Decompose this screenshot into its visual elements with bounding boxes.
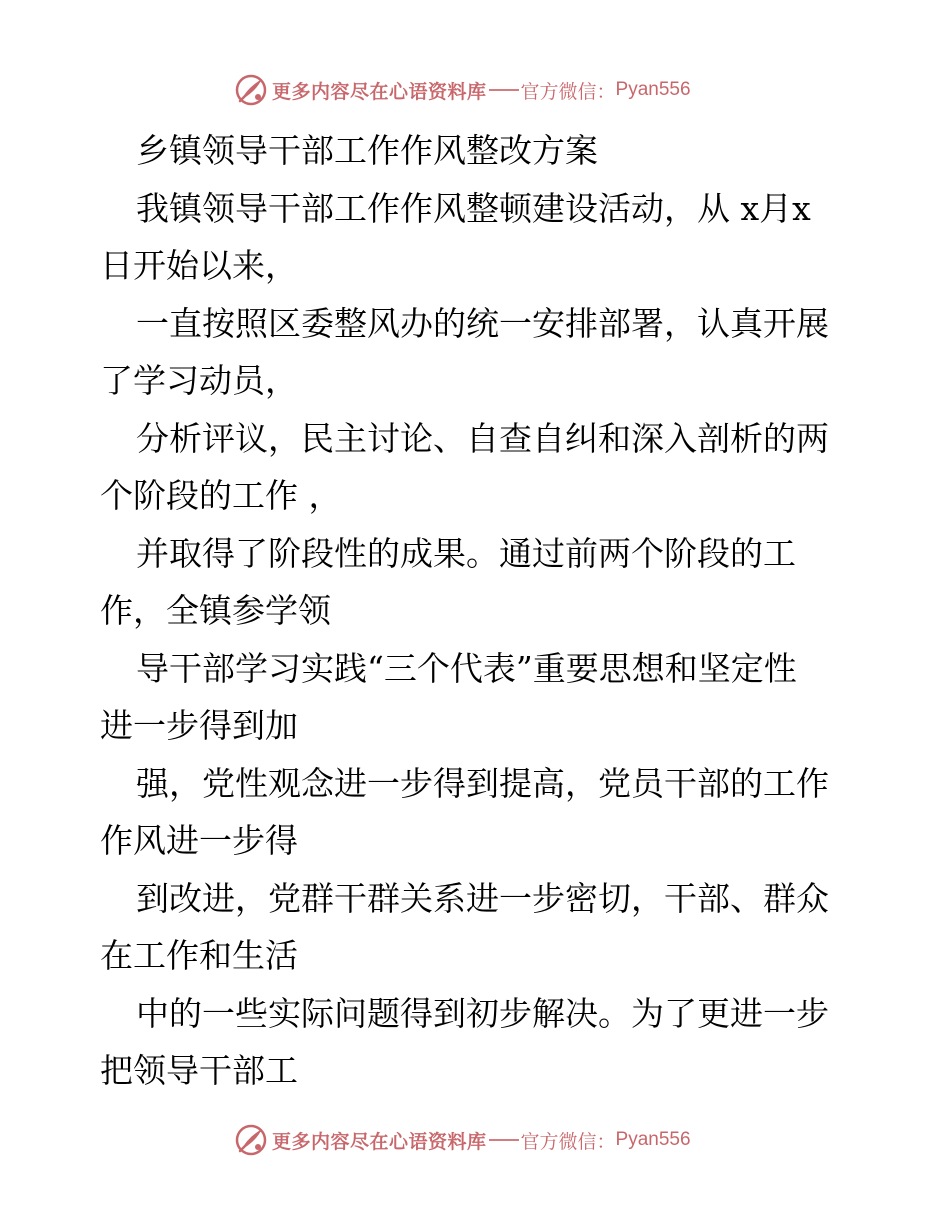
paragraph-line: 一直按照区委整风办的统一安排部署，认真开展 bbox=[136, 303, 829, 343]
paragraph-line: 个阶段的工作 ， bbox=[100, 476, 342, 515]
footer-title: 更多内容尽在心语资料库 bbox=[272, 1130, 487, 1153]
footer-wechat-id: Pyan556 bbox=[615, 1129, 691, 1150]
paragraph-line: 并取得了阶段性的成果。通过前两个阶段的工 bbox=[136, 533, 796, 573]
quill-pen-logo-icon bbox=[234, 73, 268, 107]
header-label: 官方微信： bbox=[520, 80, 616, 103]
paragraph-line: 到改进，党群干群关系进一步密切，干部、群众 bbox=[136, 878, 829, 918]
paragraph-line: 强，党性观念进一步得到提高，党员干部的工作 bbox=[136, 763, 829, 803]
paragraph-line: 把领导干部工 bbox=[100, 1051, 298, 1090]
paragraph-line: 导干部学习实践“三个代表”重要思想和坚定性 bbox=[136, 648, 797, 688]
paragraph-line: 在工作和生活 bbox=[100, 936, 298, 975]
document-body bbox=[100, 122, 852, 1100]
paragraph-line: 作，全镇参学领 bbox=[100, 591, 331, 630]
footer-label: 官方微信： bbox=[520, 1130, 616, 1153]
paragraph-line: 作风进一步得 bbox=[100, 821, 298, 860]
header-wechat-id: Pyan556 bbox=[615, 79, 691, 100]
quill-pen-logo-icon bbox=[234, 1123, 268, 1157]
document-title: 乡镇领导干部工作作风整改方案 bbox=[136, 131, 598, 170]
paragraph-line: 中的一些实际问题得到初步解决。为了更进一步 bbox=[136, 993, 829, 1033]
paragraph-line: 进一步得到加 bbox=[100, 706, 298, 745]
paragraph-line: 我镇领导干部工作作风整顿建设活动，从 x月x bbox=[136, 188, 811, 228]
header-banner bbox=[234, 72, 714, 108]
paragraph-line: 了学习动员， bbox=[100, 361, 298, 400]
paragraph-line: 分析评议，民主讨论、自查自纠和深入剖析的两 bbox=[136, 418, 829, 458]
header-title: 更多内容尽在心语资料库 bbox=[272, 80, 487, 103]
footer-separator bbox=[489, 1139, 519, 1141]
paragraph-line: 日开始以来， bbox=[100, 246, 298, 285]
header-separator bbox=[489, 89, 519, 91]
footer-banner bbox=[234, 1122, 714, 1158]
